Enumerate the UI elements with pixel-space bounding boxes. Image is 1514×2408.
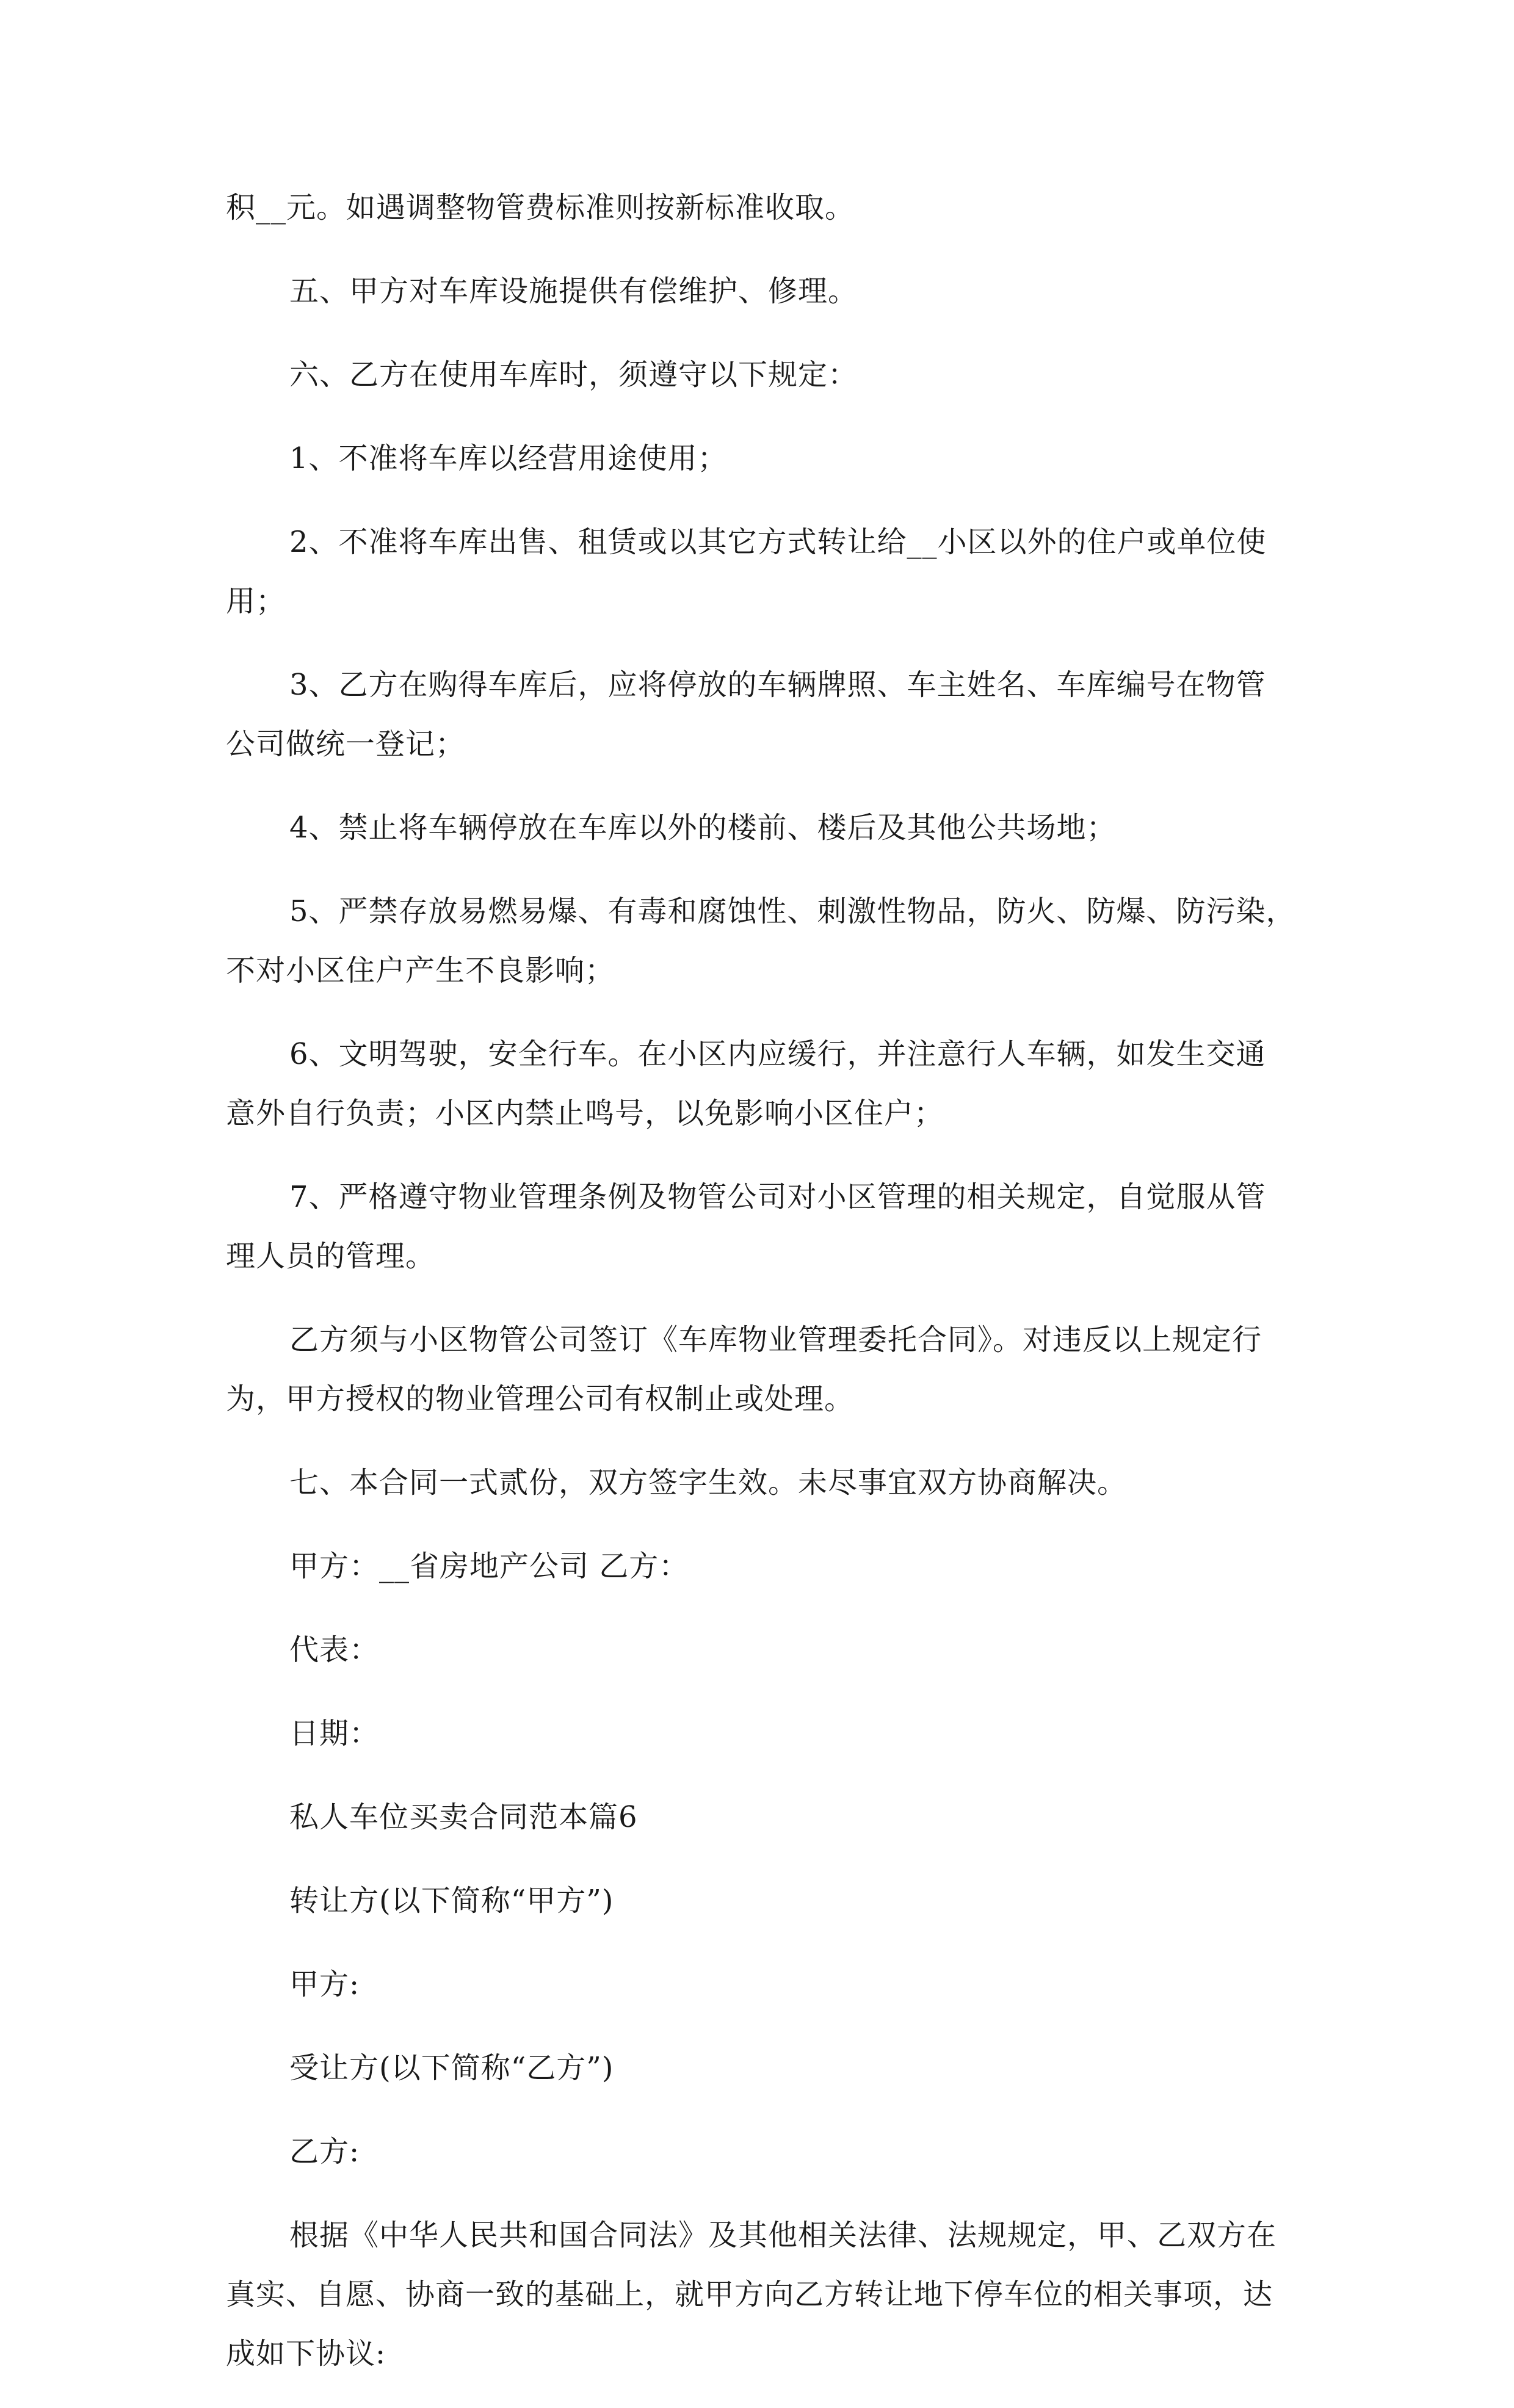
transferor-label: [226, 1871, 1288, 1931]
text-line: 根据《中华人民共和国合同法》及其他相关法律、法规规定，甲、乙双方在: [289, 2218, 1277, 2252]
text-line: 为，甲方授权的物业管理公司有权制止或处理。: [226, 1382, 855, 1416]
rule-3: [226, 656, 1288, 774]
party-b-field: [226, 2122, 1288, 2182]
text-line: 六、乙方在使用车库时，须遵守以下规定：: [289, 358, 858, 392]
text-line: 7、严格遵守物业管理条例及物管公司对小区管理的相关规定，自觉服从管: [289, 1180, 1266, 1214]
text-line: 乙方:: [289, 2135, 360, 2169]
rule-2: [226, 513, 1288, 631]
signature-representative: [226, 1621, 1288, 1680]
text-line: 2、不准将车库出售、租赁或以其它方式转让给__小区以外的住户或单位使: [289, 525, 1267, 559]
signature-date: [226, 1704, 1288, 1763]
text-line: 3、乙方在购得车库后，应将停放的车辆牌照、车主姓名、车库编号在物管: [289, 668, 1266, 702]
section-title: [226, 1788, 1288, 1847]
text-line: 转让方(以下简称“甲方”): [289, 1884, 614, 1918]
text-line: 积__元。如遇调整物管费标准则按新标准收取。: [226, 190, 855, 225]
rule-5: [226, 882, 1296, 1000]
text-line: 私人车位买卖合同范本篇6: [289, 1800, 638, 1834]
text-line: 七、本合同一式贰份，双方签字生效。未尽事宜双方协商解决。: [289, 1466, 1128, 1500]
text-line: 1、不准将车库以经营用途使用；: [289, 441, 728, 475]
text-line: 甲方:: [289, 1967, 360, 2001]
signature-parties: [226, 1537, 1288, 1596]
clause-5-maintenance: [226, 262, 1288, 321]
text-line: 意外自行负责；小区内禁止鸣号，以免影响小区住户；: [226, 1096, 944, 1130]
clause-6-rules-heading: [226, 345, 1288, 405]
text-line: 日期：: [289, 1716, 380, 1751]
rule-6: [226, 1025, 1288, 1143]
text-line: 5、严禁存放易燃易爆、有毒和腐蚀性、刺激性物品，防火、防爆、防污染，: [289, 894, 1296, 928]
text-line: 理人员的管理。: [226, 1239, 436, 1273]
transferee-label: [226, 2039, 1288, 2098]
text-line: 受让方(以下简称“乙方”): [289, 2051, 614, 2085]
paragraph-fee-adjustment: [226, 178, 1288, 237]
text-line: 用；: [226, 584, 286, 618]
paragraph-legal-basis: [226, 2206, 1288, 2384]
clause-7-effect: [226, 1453, 1288, 1513]
text-line: 不对小区住户产生不良影响；: [226, 953, 615, 988]
rule-1: [226, 429, 1288, 488]
text-line: 五、甲方对车库设施提供有偿维护、修理。: [289, 274, 858, 308]
rule-4: [226, 798, 1288, 858]
text-line: 4、禁止将车辆停放在车库以外的楼前、楼后及其他公共场地；: [289, 811, 1117, 845]
text-line: 公司做统一登记；: [226, 727, 466, 761]
document-body: [226, 178, 1296, 2408]
text-line: 乙方须与小区物管公司签订《车库物业管理委托合同》。对违反以上规定行: [289, 1323, 1262, 1357]
text-line: 6、文明驾驶，安全行车。在小区内应缓行，并注意行人车辆，如发生交通: [289, 1037, 1266, 1071]
paragraph-management-contract: [226, 1311, 1288, 1429]
text-line: 真实、自愿、协商一致的基础上，就甲方向乙方转让地下停车位的相关事项，达: [226, 2277, 1273, 2312]
rule-7: [226, 1168, 1288, 1286]
text-line: 成如下协议:: [226, 2337, 386, 2371]
party-a-field: [226, 1955, 1288, 2014]
text-line: 代表：: [289, 1633, 380, 1667]
text-line: 甲方：__省房地产公司 乙方：: [289, 1549, 689, 1583]
